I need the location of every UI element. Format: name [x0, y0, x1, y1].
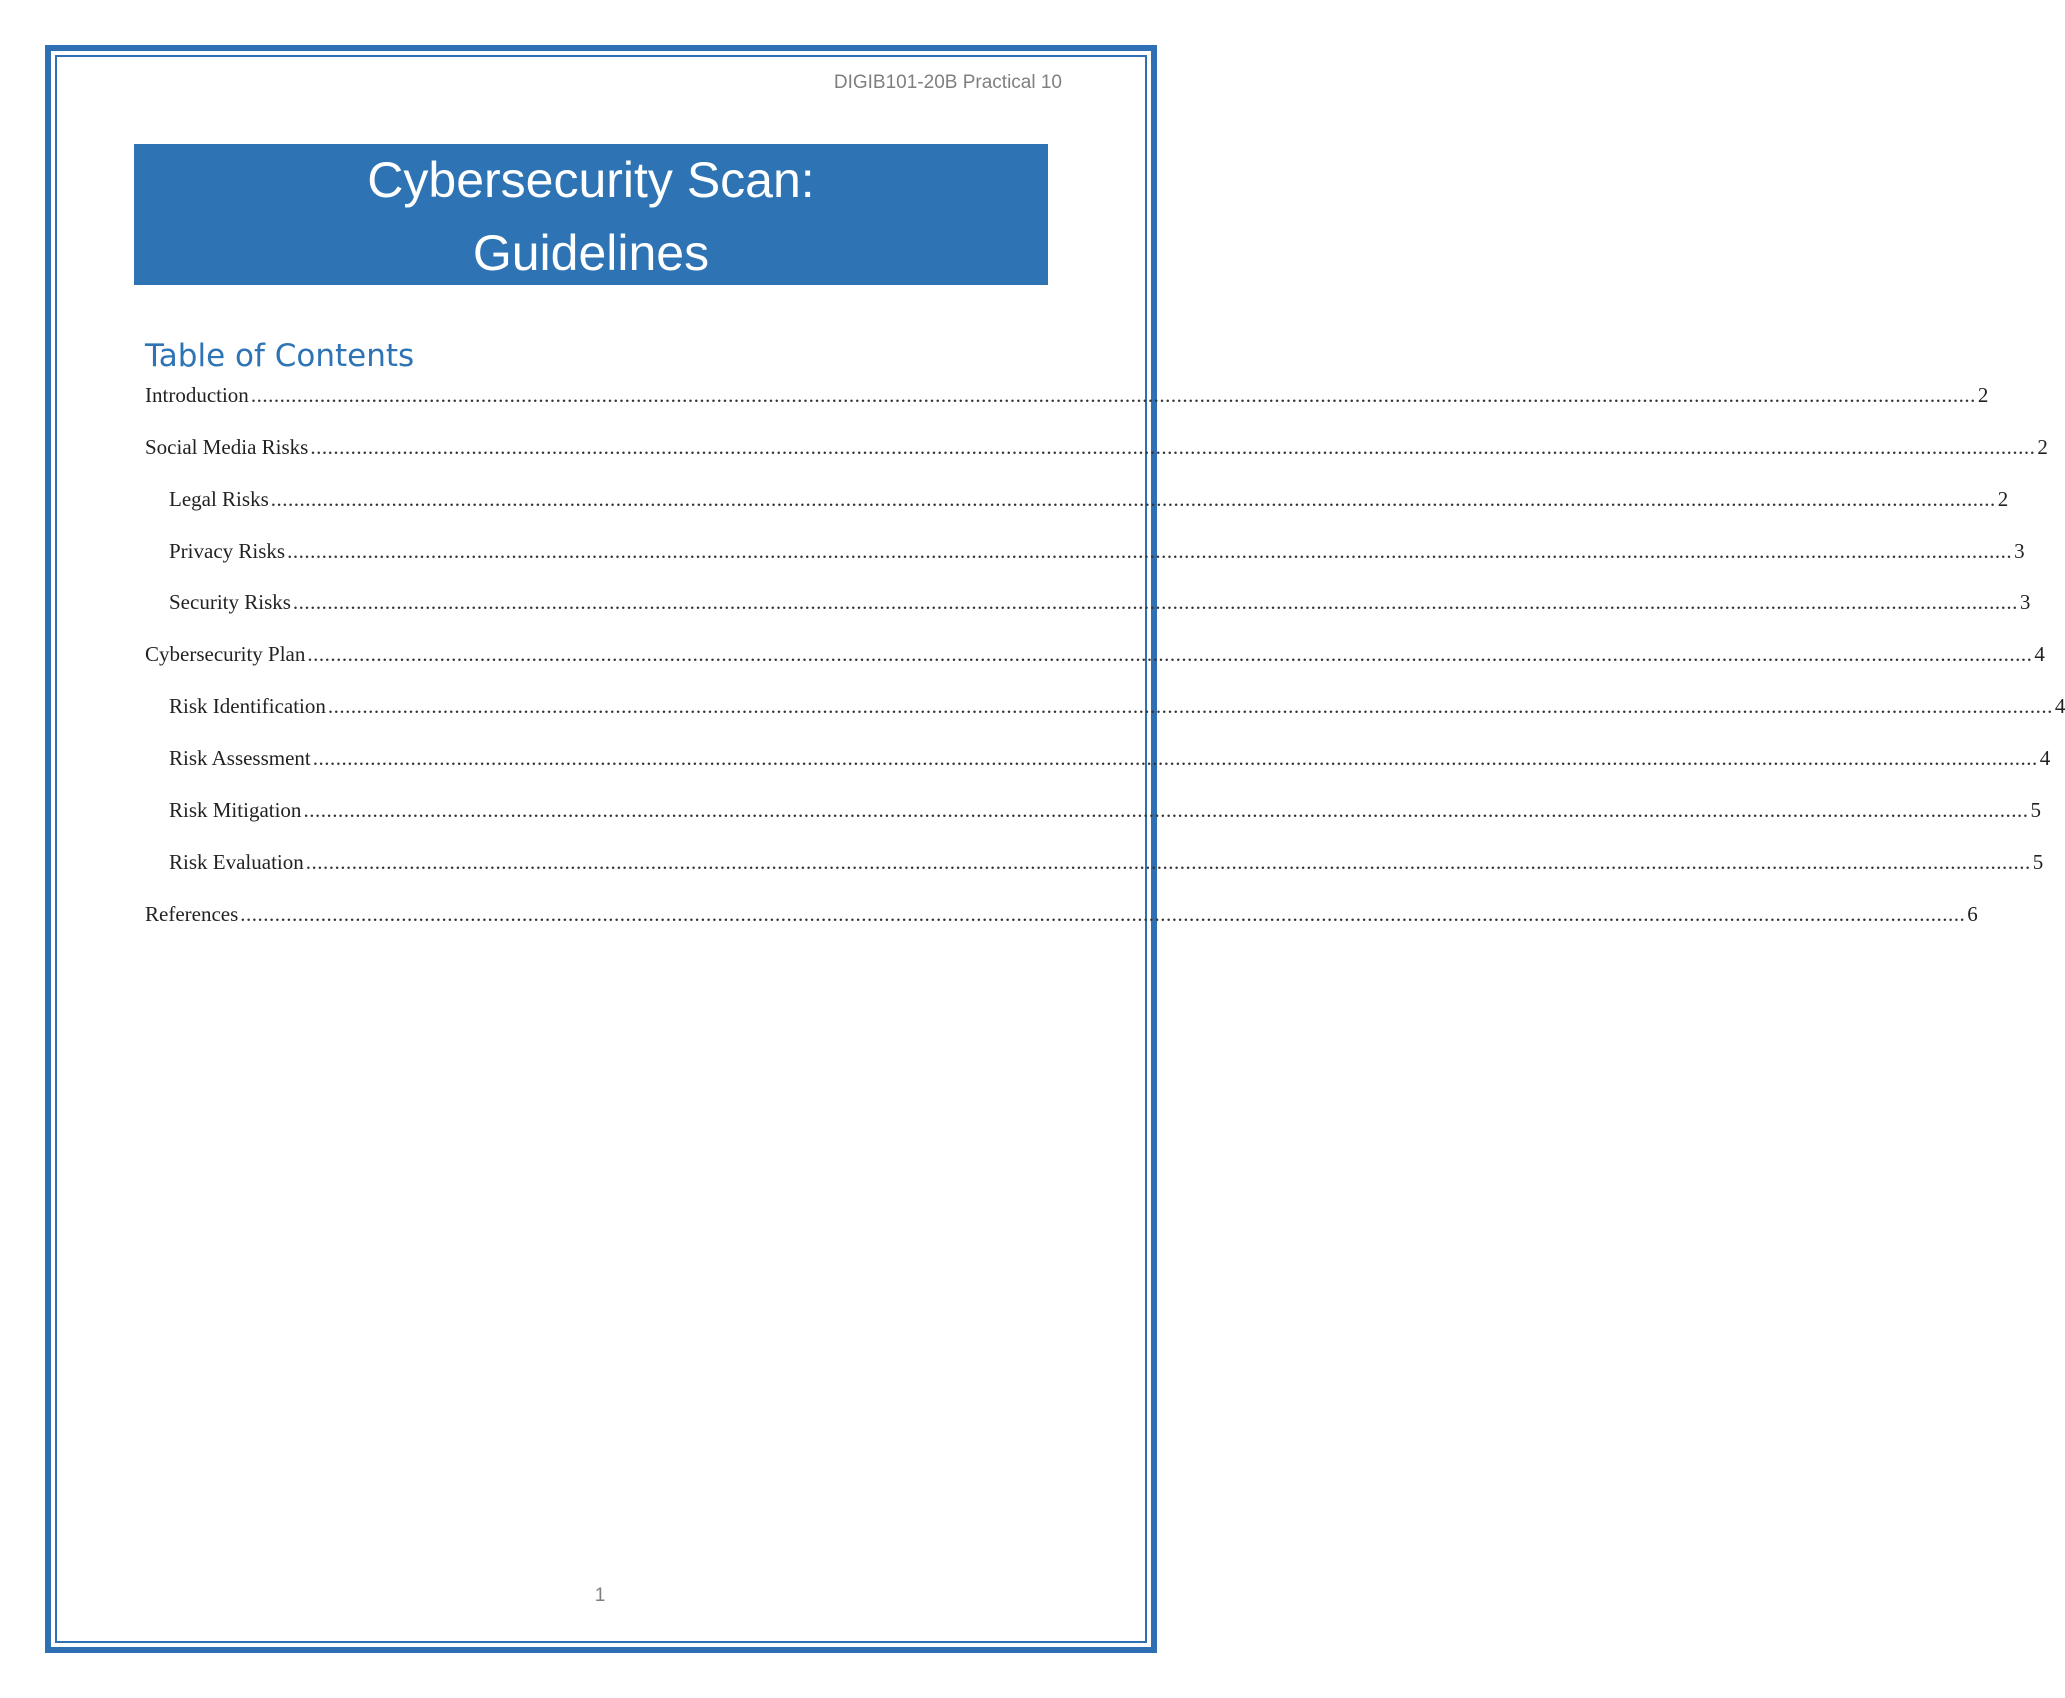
- title-line-2: Guidelines: [472, 225, 710, 281]
- toc-entry-label: Introduction: [145, 383, 249, 407]
- toc-entry-page: 4: [2054, 694, 2065, 718]
- toc-entry-label: Risk Mitigation: [169, 798, 302, 822]
- toc-leader-dots: ............................................................................................................................................................................................................................................................................................................: [292, 590, 2018, 614]
- toc-leader-dots: ............................................................................................................................................................................................................................................................................................................: [310, 435, 2036, 459]
- title-line-1: Cybersecurity Scan:: [367, 152, 815, 208]
- toc-entry-page: 5: [2030, 798, 2041, 822]
- toc-entry-legal-risks[interactable]: [169, 487, 2009, 517]
- toc-entry-label: Risk Evaluation: [169, 850, 304, 874]
- toc-leader-dots: ............................................................................................................................................................................................................................................................................................................: [312, 746, 2038, 770]
- toc-entry-social-media-risks[interactable]: [145, 435, 2048, 465]
- toc-entry-page: 3: [2014, 539, 2025, 563]
- toc-entry-page: 3: [2019, 590, 2031, 614]
- toc-entry-cybersecurity-plan[interactable]: [145, 642, 2045, 672]
- toc-entry-label: Social Media Risks: [145, 435, 309, 459]
- toc-entry-label: Legal Risks: [169, 487, 269, 511]
- toc-entry-page: 5: [2032, 850, 2044, 874]
- toc-leader-dots: ............................................................................................................................................................................................................................................................................................................: [327, 694, 2053, 718]
- toc-entry-page: 6: [1967, 902, 1978, 926]
- toc-entry-references[interactable]: [145, 902, 1978, 932]
- toc-leader-dots: ............................................................................................................................................................................................................................................................................................................: [240, 902, 1966, 926]
- toc-entry-label: Security Risks: [169, 590, 291, 614]
- toc-entry-risk-mitigation[interactable]: [169, 798, 2041, 828]
- toc-entry-security-risks[interactable]: [169, 590, 2031, 620]
- toc-entry-label: Privacy Risks: [169, 539, 286, 563]
- title-banner: [134, 144, 1048, 285]
- toc-entry-privacy-risks[interactable]: [169, 539, 2025, 569]
- footer-page-number: 1: [594, 1585, 606, 1606]
- toc-entry-label: Risk Assessment: [169, 746, 311, 770]
- toc-heading: Table of Contents: [145, 338, 415, 374]
- toc-entry-introduction[interactable]: [145, 383, 1989, 413]
- toc-leader-dots: ............................................................................................................................................................................................................................................................................................................: [303, 798, 2029, 822]
- toc-entry-risk-assessment[interactable]: [169, 746, 2051, 776]
- toc-entry-page: 2: [1977, 383, 1989, 407]
- toc-entry-risk-evaluation[interactable]: [169, 850, 2044, 880]
- toc-leader-dots: ............................................................................................................................................................................................................................................................................................................: [250, 383, 1976, 407]
- toc-leader-dots: ............................................................................................................................................................................................................................................................................................................: [270, 487, 1996, 511]
- toc-leader-dots: ............................................................................................................................................................................................................................................................................................................: [307, 642, 2033, 666]
- toc-entry-page: 4: [2034, 642, 2045, 666]
- toc-entry-risk-identification[interactable]: [169, 694, 2065, 724]
- toc-entry-label: Risk Identification: [169, 694, 326, 718]
- toc-leader-dots: ............................................................................................................................................................................................................................................................................................................: [287, 539, 2013, 563]
- toc-entry-page: 2: [1997, 487, 2009, 511]
- toc-entry-page: 4: [2039, 746, 2051, 770]
- toc-leader-dots: ............................................................................................................................................................................................................................................................................................................: [305, 850, 2031, 874]
- toc-entry-label: Cybersecurity Plan: [145, 642, 306, 666]
- toc-entry-label: References: [145, 902, 239, 926]
- page-border-inner: [55, 55, 1147, 1643]
- toc-entry-page: 2: [2037, 435, 2048, 459]
- header-course: DIGIB101-20B Practical 10: [833, 72, 1062, 93]
